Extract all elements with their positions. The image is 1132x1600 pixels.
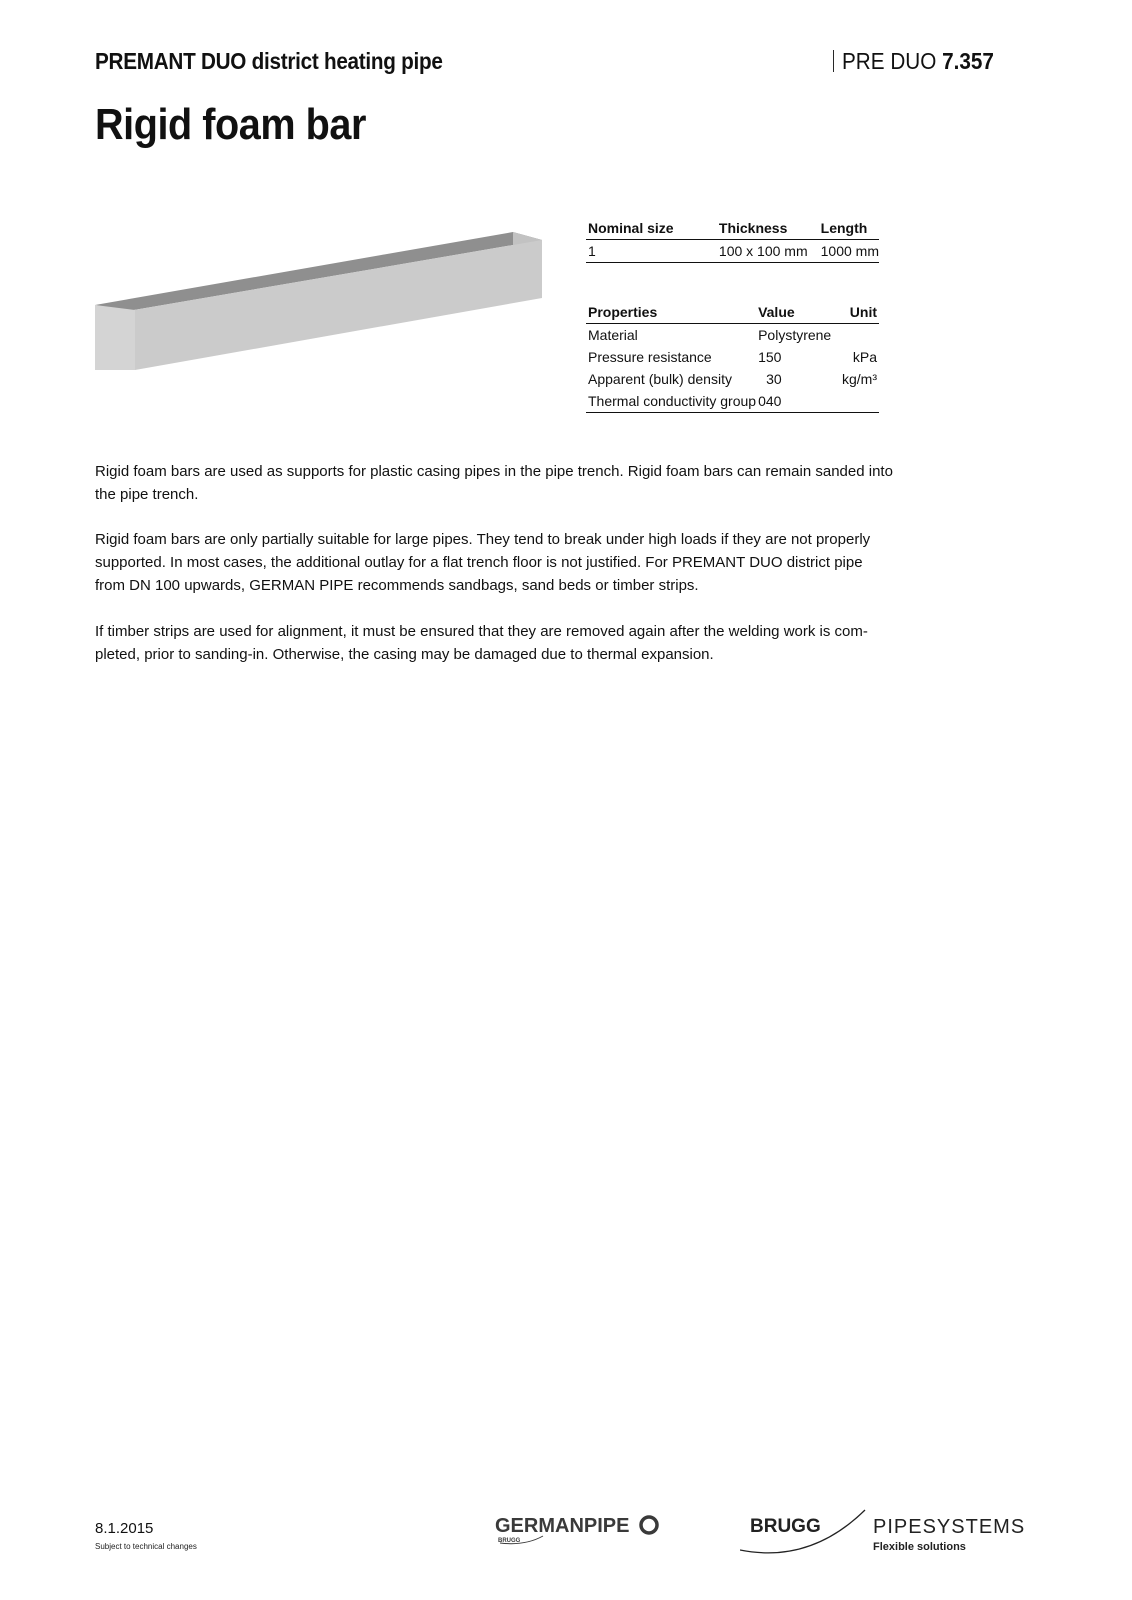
logo-tagline: Flexible solutions (873, 1541, 966, 1553)
table-cell: 30 (766, 371, 782, 387)
column-header: Unit (838, 301, 879, 324)
document-code-prefix: PRE DUO (842, 48, 937, 74)
size-table (586, 217, 879, 263)
column-header: Length (819, 217, 879, 240)
body-paragraph: Rigid foam bars are used as supports for plastic casing pipes in the pipe trench. Rigid foam bars can remain sanded into the pipe trench. (95, 463, 893, 503)
pipesystems-logo-text: PIPESYSTEMS (873, 1516, 1026, 1538)
table-cell (838, 390, 879, 413)
document-code-number: 7.357 (942, 48, 994, 74)
table-cell: Material (588, 327, 638, 343)
table-row (586, 390, 879, 413)
table-cell (838, 324, 879, 347)
table-cell: 150 (758, 349, 782, 365)
footer-note: Subject to technical changes (95, 1542, 197, 1551)
table-cell: 040 (756, 390, 838, 413)
divider (833, 50, 834, 72)
table-cell: 1000 mm (819, 240, 879, 263)
germanpipe-logo-text: GERMANPIPE (495, 1515, 630, 1537)
column-header: Nominal size (586, 217, 717, 240)
column-header: Value (756, 301, 838, 324)
table-cell: Pressure resistance (588, 349, 712, 365)
germanpipe-logo (495, 1512, 675, 1548)
table-cell: Thermal conductivity group (586, 390, 756, 413)
properties-table (586, 301, 879, 413)
document-series-title: PREMANT DUO district heating pipe (95, 48, 443, 74)
table-header-row (586, 217, 879, 240)
germanpipe-logo-sub: BRUGG (498, 1538, 521, 1544)
foam-bar-illustration (95, 230, 555, 375)
document-code (842, 48, 994, 75)
table-cell: kg/m³ (842, 371, 877, 387)
brugg-logo-text: BRUGG (750, 1516, 821, 1537)
body-paragraph: Rigid foam bars are only partially suitable for large pipes. They tend to break under high loads if they are not properly supported. In most cases, the additional outlay for a flat trench floor is not justified. For PREMANT DUO district pipe from DN 100 upwards, GERMAN PIPE recommends sandbags, sand beds or timber strips. (95, 531, 871, 594)
brugg-pipesystems-logo (740, 1508, 1040, 1564)
table-row (586, 240, 879, 263)
body-paragraph: If timber strips are used for alignment, it must be ensured that they are removed again after the welding work is com-pleted, prior to sanding-in. Otherwise, the casing may be damaged due to thermal expansion. (95, 623, 868, 663)
page-title: Rigid foam bar (95, 100, 366, 149)
footer-date: 8.1.2015 (95, 1520, 154, 1537)
table-cell: Apparent (bulk) density (588, 371, 732, 387)
table-row (586, 368, 879, 390)
table-cell: kPa (852, 349, 877, 365)
table-cell: 100 x 100 mm (717, 240, 819, 263)
table-cell: Polystyrene (758, 327, 832, 343)
column-header: Thickness (717, 217, 819, 240)
table-row (586, 346, 879, 368)
table-row (586, 324, 879, 347)
column-header: Properties (586, 301, 756, 324)
table-cell: 1 (586, 240, 717, 263)
table-header-row (586, 301, 879, 324)
